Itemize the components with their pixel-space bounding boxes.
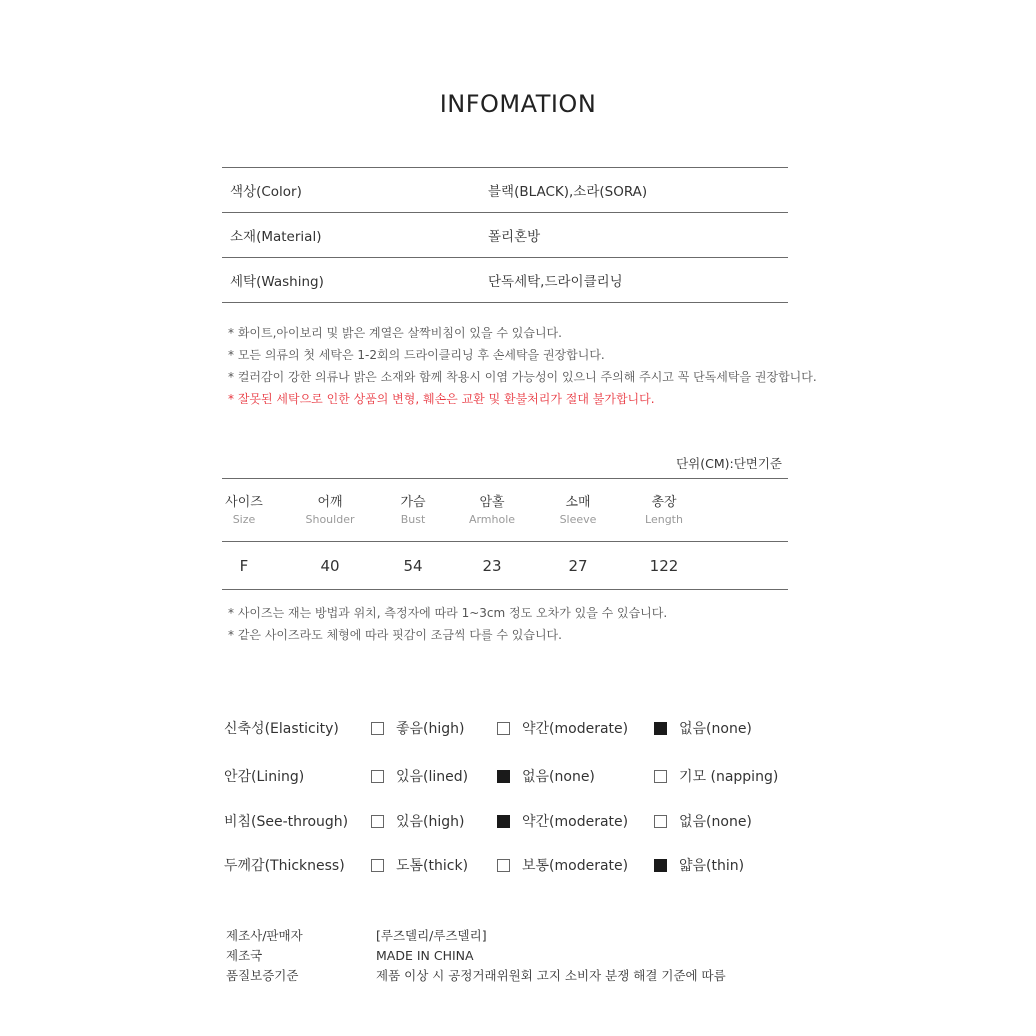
maker-value: [루즈델리/루즈델리]	[376, 928, 487, 943]
size-col-sublabel: Sleeve	[559, 513, 597, 526]
care-note: * 화이트,아이보리 및 밝은 계열은 살짝비침이 있을 수 있습니다.	[228, 326, 562, 340]
attr-label: 안감(Lining)	[224, 769, 305, 785]
attr-option-label: 좋음(high)	[396, 721, 465, 737]
size-col-value: 27	[568, 557, 588, 575]
size-notes	[228, 602, 667, 646]
info-row-material	[222, 212, 788, 257]
size-col-sublabel: Length	[645, 513, 683, 526]
attr-option[interactable]	[371, 766, 468, 786]
info-value: 단독세탁,드라이클리닝	[488, 274, 623, 290]
checkbox-unchecked-icon[interactable]	[497, 859, 510, 872]
attr-option-label: 보통(moderate)	[522, 858, 629, 874]
attr-row-see-through	[224, 805, 824, 835]
attr-option[interactable]	[497, 718, 628, 738]
maker-key: 품질보증기준	[226, 968, 299, 983]
checkbox-unchecked-icon[interactable]	[371, 859, 384, 872]
maker-value: 제품 이상 시 공정거래위원회 고지 소비자 분쟁 해결 기준에 따름	[376, 968, 726, 983]
size-col-label: 어깨	[317, 495, 343, 510]
size-col-value: 40	[320, 557, 340, 575]
attr-option[interactable]	[497, 766, 595, 786]
attr-option-label: 기모 (napping)	[679, 769, 779, 785]
attr-option-label: 없음(none)	[679, 721, 752, 737]
maker-key: 제조국	[226, 948, 263, 963]
size-col-label: 총장	[651, 495, 677, 510]
attr-label: 신축성(Elasticity)	[224, 721, 339, 737]
checkbox-unchecked-icon[interactable]	[497, 722, 510, 735]
attr-option-label: 약간(moderate)	[522, 721, 629, 737]
attr-option-label: 없음(none)	[679, 814, 752, 830]
attr-row-thickness	[224, 849, 824, 879]
attr-option-label: 있음(high)	[396, 814, 465, 830]
attr-label: 두께감(Thickness)	[224, 858, 345, 874]
attr-option[interactable]	[654, 718, 752, 738]
size-col-label: 사이즈	[225, 495, 263, 510]
info-value: 폴리혼방	[488, 229, 541, 245]
checkbox-checked-icon[interactable]	[497, 770, 510, 783]
info-row-washing	[222, 257, 788, 303]
care-notes	[228, 322, 817, 410]
size-unit-label: 단위(CM):단면기준	[676, 456, 782, 471]
checkbox-unchecked-icon[interactable]	[371, 815, 384, 828]
maker-info	[226, 926, 726, 986]
maker-row	[226, 966, 726, 986]
info-key: 소재(Material)	[230, 229, 322, 245]
info-table	[222, 167, 788, 303]
attr-option[interactable]	[371, 855, 468, 875]
attr-option[interactable]	[654, 766, 778, 786]
checkbox-checked-icon[interactable]	[497, 815, 510, 828]
size-col-label: 암홀	[479, 495, 505, 510]
size-col-sublabel: Bust	[400, 513, 426, 526]
checkbox-unchecked-icon[interactable]	[371, 770, 384, 783]
attr-option[interactable]	[497, 855, 628, 875]
care-warning: * 잘못된 세탁으로 인한 상품의 변형, 훼손은 교환 및 환불처리가 절대 불가합니다.	[228, 392, 655, 406]
page-title: INFOMATION	[439, 90, 597, 118]
size-col-value: 54	[403, 557, 423, 575]
size-note: * 같은 사이즈라도 체형에 따라 핏감이 조금씩 다를 수 있습니다.	[228, 628, 562, 642]
care-note: * 모든 의류의 첫 세탁은 1-2회의 드라이클리닝 후 손세탁을 권장합니다.	[228, 348, 605, 362]
attr-option[interactable]	[371, 811, 465, 831]
info-row-color	[222, 167, 788, 212]
attr-option[interactable]	[371, 718, 465, 738]
checkbox-checked-icon[interactable]	[654, 722, 667, 735]
size-col-value: 122	[649, 557, 679, 575]
size-col-value: F	[239, 557, 249, 575]
info-value: 블랙(BLACK),소라(SORA)	[488, 184, 648, 200]
info-key: 세탁(Washing)	[230, 274, 324, 290]
attr-label: 비침(See-through)	[224, 814, 349, 830]
attr-option-label: 있음(lined)	[396, 769, 469, 785]
attr-option-label: 없음(none)	[522, 769, 595, 785]
checkbox-unchecked-icon[interactable]	[371, 722, 384, 735]
checkbox-unchecked-icon[interactable]	[654, 815, 667, 828]
care-note: * 컬러감이 강한 의류나 밝은 소재와 함께 착용시 이염 가능성이 있으니 주의해 주시고 꼭 단독세탁을 권장합니다.	[228, 370, 817, 384]
attr-option-label: 도톰(thick)	[396, 858, 469, 874]
size-note: * 사이즈는 재는 방법과 위치, 측정자에 따라 1~3cm 정도 오차가 있을 수 있습니다.	[228, 606, 668, 620]
size-table	[222, 478, 788, 590]
attr-option-label: 얇음(thin)	[679, 858, 745, 874]
attr-option[interactable]	[497, 811, 628, 831]
maker-row	[226, 926, 726, 946]
attr-row-lining	[224, 760, 824, 790]
size-col-sublabel: Shoulder	[305, 513, 355, 526]
attr-option[interactable]	[654, 855, 744, 875]
checkbox-checked-icon[interactable]	[654, 859, 667, 872]
attr-option-label: 약간(moderate)	[522, 814, 629, 830]
checkbox-unchecked-icon[interactable]	[654, 770, 667, 783]
info-key: 색상(Color)	[230, 184, 302, 200]
attr-row-elasticity	[224, 712, 824, 742]
maker-row	[226, 946, 726, 966]
maker-value: MADE IN CHINA	[376, 948, 474, 963]
size-col-value: 23	[482, 557, 502, 575]
size-col-sublabel: Armhole	[468, 513, 516, 526]
size-col-label: 가슴	[400, 495, 426, 510]
size-col-label: 소매	[565, 495, 591, 510]
size-col-sublabel: Size	[232, 513, 256, 526]
attr-option[interactable]	[654, 811, 752, 831]
size-table-divider	[222, 541, 788, 542]
maker-key: 제조사/판매자	[226, 928, 303, 943]
